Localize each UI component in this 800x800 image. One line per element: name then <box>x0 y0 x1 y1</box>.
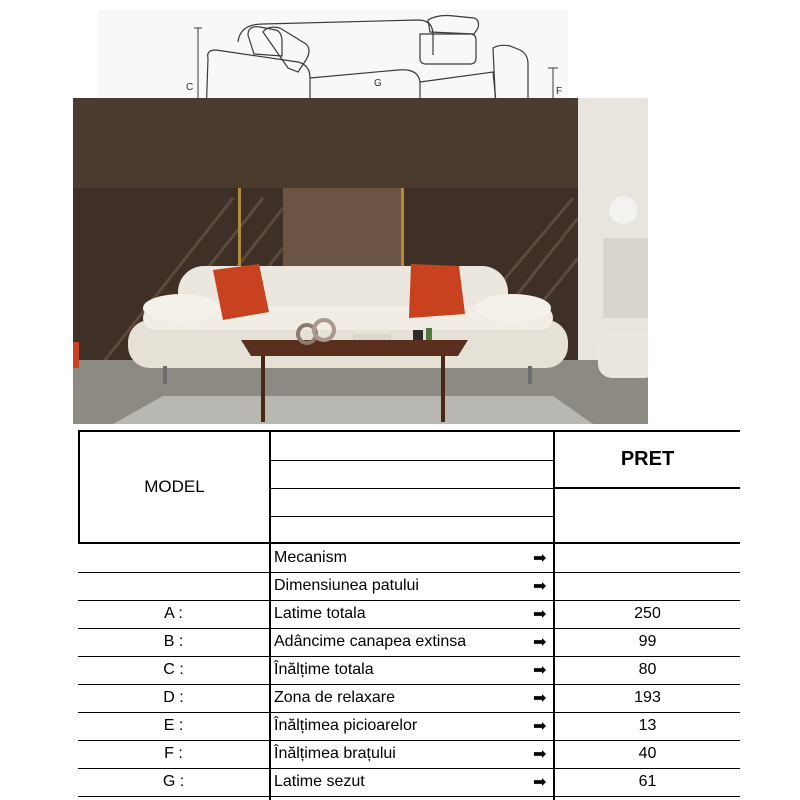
spec-row-key: B : <box>163 633 184 650</box>
spec-row-label: Adâncime canapea extinsa <box>274 633 467 650</box>
arrow-icon: ➡ <box>533 690 547 707</box>
spec-row-label: Dimensiunea patului <box>274 577 419 594</box>
spec-row-key: D : <box>163 689 184 706</box>
spec-row-value: 13 <box>638 717 657 734</box>
spec-row-value: 193 <box>634 689 661 706</box>
arrow-icon: ➡ <box>533 578 547 595</box>
spec-row-value <box>555 544 740 572</box>
arrow-icon: ➡ <box>533 634 547 651</box>
spec-row-value <box>555 572 740 600</box>
arrow-icon: ➡ <box>533 774 547 791</box>
model-header: MODEL <box>144 477 205 496</box>
spec-row-label: Latime totala <box>274 605 366 622</box>
spec-row-key <box>78 572 269 600</box>
arrow-icon: ➡ <box>533 662 547 679</box>
price-header: PRET <box>620 448 675 470</box>
sofa-product-photo <box>73 98 648 424</box>
dim-label-f: F <box>556 86 563 97</box>
arrow-icon: ➡ <box>533 606 547 623</box>
spec-row-label: Latime sezut <box>274 773 365 790</box>
spec-row-key: E : <box>163 717 184 734</box>
spec-row-key: G : <box>162 773 185 790</box>
dim-label-g: G <box>374 78 382 89</box>
spec-row-label: Înălțime totala <box>274 661 374 678</box>
spec-row-label: Zona de relaxare <box>274 689 395 706</box>
spec-row-key <box>78 544 269 572</box>
arrow-icon: ➡ <box>533 718 547 735</box>
arrow-icon: ➡ <box>533 746 547 763</box>
spec-row-value: 61 <box>638 773 657 790</box>
spec-row-key: F : <box>164 745 183 762</box>
arrow-icon: ➡ <box>533 550 547 567</box>
spec-row-key: A : <box>164 605 183 622</box>
spec-row-value: 40 <box>638 745 657 762</box>
spec-row-label: Mecanism <box>274 549 347 566</box>
spec-row-value: 80 <box>638 661 657 678</box>
specification-table <box>78 430 740 800</box>
spec-row-value: 99 <box>638 633 657 650</box>
spec-row-label: Înălțimea picioarelor <box>274 717 418 734</box>
spec-row-value: 250 <box>634 605 661 622</box>
spec-row-label: Înălțimea brațului <box>274 745 396 762</box>
dim-label-c: C <box>186 82 194 93</box>
spec-row-key: C : <box>163 661 184 678</box>
